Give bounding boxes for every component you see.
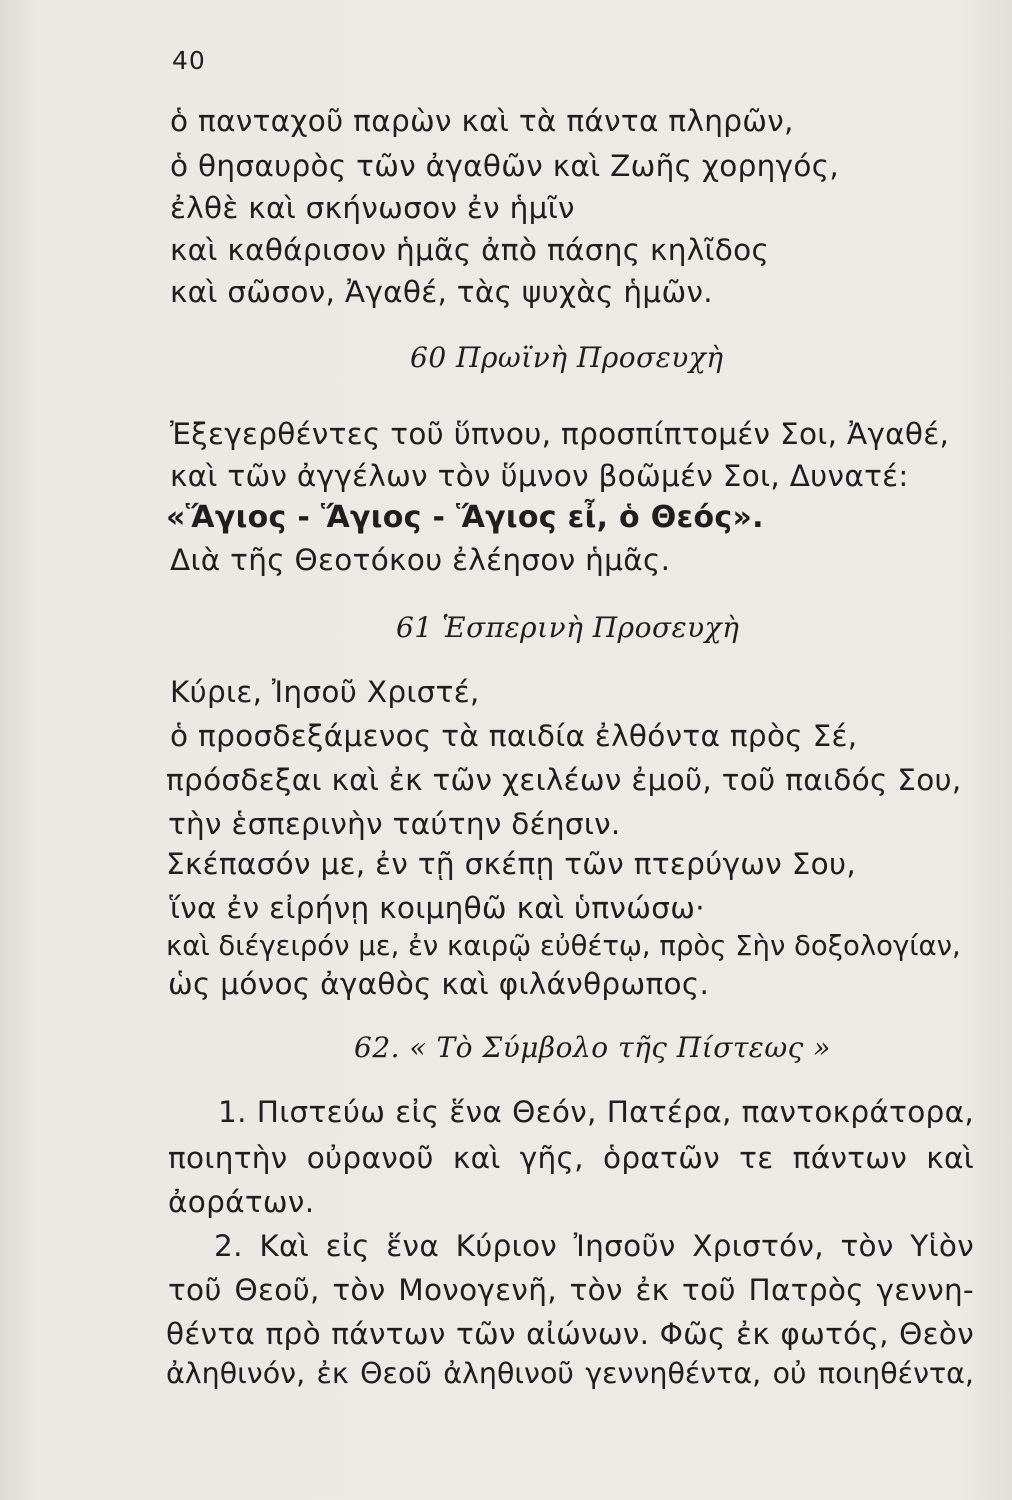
creed-line: ἀληθινόν, ἐκ Θεοῦ ἀληθινοῦ γεννηθέντα, οὐ ποιηθέντα,	[166, 1357, 974, 1390]
text-line: καὶ σῶσον, Ἀγαθέ, τὰς ψυχὰς ἡμῶν.	[170, 275, 713, 309]
creed-line: ἀοράτων.	[168, 1185, 315, 1219]
section-heading: 62. « Τὸ Σύμβολο τῆς Πίστεως »	[354, 1031, 831, 1064]
text-line: ἐλθὲ καὶ σκήνωσον ἐν ἡμῖν	[170, 191, 575, 225]
creed-line: 2. Καὶ εἰς ἕνα Κύριον Ἰησοῦν Χριστόν, τὸν Υἱὸν	[214, 1229, 974, 1263]
text-line: ὁ πανταχοῦ παρὼν καὶ τὰ πάντα πληρῶν,	[170, 104, 794, 138]
text-line: πρόσδεξαι καὶ ἐκ τῶν χειλέων ἐμοῦ, τοῦ παιδός Σου,	[166, 763, 962, 797]
text-line: καὶ καθάρισον ἡμᾶς ἀπὸ πάσης κηλῖδος	[170, 233, 770, 267]
text-line: καὶ διέγειρόν με, ἐν καιρῷ εὐθέτῳ, πρὸς Σὴν δοξολογίαν,	[166, 930, 961, 962]
text-line: τὴν ἑσπερινὴν ταύτην δέησιν.	[168, 807, 621, 841]
creed-line: θέντα πρὸ πάντων τῶν αἰώνων. Φῶς ἐκ φωτός, Θεὸν	[166, 1317, 974, 1351]
creed-line: τοῦ Θεοῦ, τὸν Μονογενῆ, τὸν ἐκ τοῦ Πατρὸς γεννη-	[168, 1273, 974, 1307]
section-heading: 60 Πρωϊνὴ Προσευχὴ	[410, 341, 724, 374]
section-heading: 61 Ἑσπερινὴ Προσευχὴ	[396, 611, 740, 644]
text-line: Διὰ τῆς Θεοτόκου ἐλέησον ἡμᾶς.	[170, 543, 671, 577]
text-line: ὁ προσδεξάμενος τὰ παιδία ἐλθόντα πρὸς Σέ,	[170, 719, 858, 753]
text-line: Σκέπασόν με, ἐν τῇ σκέπῃ τῶν πτερύγων Σου,	[166, 847, 857, 881]
text-line: ὁ θησαυρὸς τῶν ἀγαθῶν καὶ Ζωῆς χορηγός,	[170, 149, 840, 183]
page-number: 40	[172, 46, 206, 75]
trisagion-line: «Ἅγιος - Ἅγιος - Ἅγιος εἶ, ὁ Θεός».	[166, 500, 764, 535]
text-line: ὡς μόνος ἀγαθὸς καὶ φιλάνθρωπος.	[168, 967, 710, 1001]
text-line: Ἐξεγερθέντες τοῦ ὕπνου, προσπίπτομέν Σοι, Ἀγαθέ,	[170, 417, 950, 451]
text-line: ἵνα ἐν εἰρήνῃ κοιμηθῶ καὶ ὑπνώσω·	[170, 891, 705, 925]
creed-line: 1. Πιστεύω εἰς ἕνα Θεόν, Πατέρα, παντοκράτορα,	[218, 1095, 974, 1129]
text-line: καὶ τῶν ἀγγέλων τὸν ὕμνον βοῶμέν Σοι, Δυνατέ:	[170, 459, 909, 493]
text-line: Κύριε, Ἰησοῦ Χριστέ,	[170, 675, 480, 709]
creed-line: ποιητὴν οὐρανοῦ καὶ γῆς, ὁρατῶν τε πάντων καὶ	[168, 1141, 974, 1175]
